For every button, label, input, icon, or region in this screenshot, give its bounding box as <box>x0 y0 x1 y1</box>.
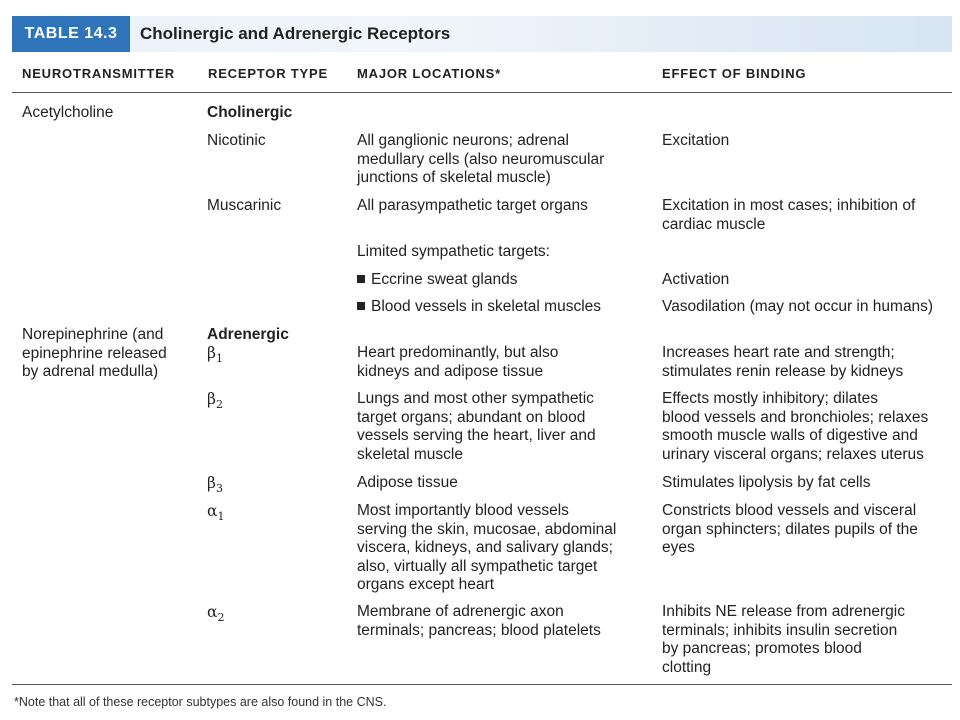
locations-nicotinic: All ganglionic neurons; adrenal medullary cells (also neuromuscular junctions of skeletal muscle) <box>357 132 605 186</box>
effect-muscarinic: Excitation in most cases; inhibition of cardiac muscle <box>662 197 916 233</box>
effect-alpha2: Inhibits NE release from adrenergic terminals; inhibits insulin secretion by pancreas; promotes blood clotting <box>662 603 905 676</box>
table-title: Cholinergic and Adrenergic Receptors <box>140 24 451 43</box>
effect-beta3: Stimulates lipolysis by fat cells <box>662 474 871 491</box>
effect-blood-vessels: Vasodilation (may not occur in humans) <box>662 298 934 315</box>
bullet-icon <box>357 302 365 310</box>
limited-sympathetic-targets: Limited sympathetic targets: <box>357 243 550 260</box>
locations-muscarinic: All parasympathetic target organs <box>357 197 588 214</box>
receptor-beta3: $\beta_3$ <box>207 474 223 496</box>
list-item: Eccrine sweat glands <box>357 271 517 290</box>
category-cholinergic: Cholinergic <box>207 104 293 121</box>
category-adrenergic: Adrenergic <box>207 326 289 343</box>
receptor-muscarinic: Muscarinic <box>207 197 282 214</box>
effect-eccrine: Activation <box>662 271 730 288</box>
locations-beta2: Lungs and most other sympathetic target organs; abundant on blood vessels serving the heart, liver and skeletal muscle <box>357 390 596 463</box>
nt-acetylcholine: Acetylcholine <box>22 104 114 121</box>
footnote: *Note that all of these receptor subtypes are also found in the CNS. <box>14 695 387 709</box>
locations-beta1: Heart predominantly, but also kidneys and adipose tissue <box>357 344 559 380</box>
locations-alpha2: Membrane of adrenergic axon terminals; pancreas; blood platelets <box>357 603 601 639</box>
header-effect: EFFECT OF BINDING <box>662 66 807 81</box>
header-neurotransmitter: NEUROTRANSMITTER <box>22 66 175 81</box>
header-receptor-type: RECEPTOR TYPE <box>208 66 328 81</box>
list-item: Blood vessels in skeletal muscles <box>357 298 601 317</box>
locations-alpha1: Most importantly blood vessels serving the skin, mucosae, abdominal viscera, kidneys, and salivary glands; also, virtually all sympathetic target organs except heart <box>357 502 617 593</box>
footer-rule <box>12 684 952 685</box>
header-rule <box>12 92 952 93</box>
receptor-alpha1: $\alpha_1$ <box>207 502 225 524</box>
bullet-icon <box>357 275 365 283</box>
locations-beta3: Adipose tissue <box>357 474 458 491</box>
effect-alpha1: Constricts blood vessels and visceral organ sphincters; dilates pupils of the eyes <box>662 502 918 556</box>
receptor-beta2: $\beta_2$ <box>207 390 223 412</box>
receptor-nicotinic: Nicotinic <box>207 132 266 149</box>
effect-nicotinic: Excitation <box>662 132 730 149</box>
effect-beta1: Increases heart rate and strength; stimulates renin release by kidneys <box>662 344 904 380</box>
receptor-beta1: $\beta_1$ <box>207 344 223 366</box>
receptor-alpha2: $\alpha_2$ <box>207 603 225 625</box>
header-major-locations: MAJOR LOCATIONS* <box>357 66 502 81</box>
table-number: TABLE 14.3 <box>12 16 130 52</box>
effect-beta2: Effects mostly inhibitory; dilates blood vessels and bronchioles; relaxes smooth muscle walls of digestive and urinary visceral organs; relaxes uterus <box>662 390 929 463</box>
nt-norepinephrine: Norepinephrine (and epinephrine released by adrenal medulla) <box>22 326 167 380</box>
